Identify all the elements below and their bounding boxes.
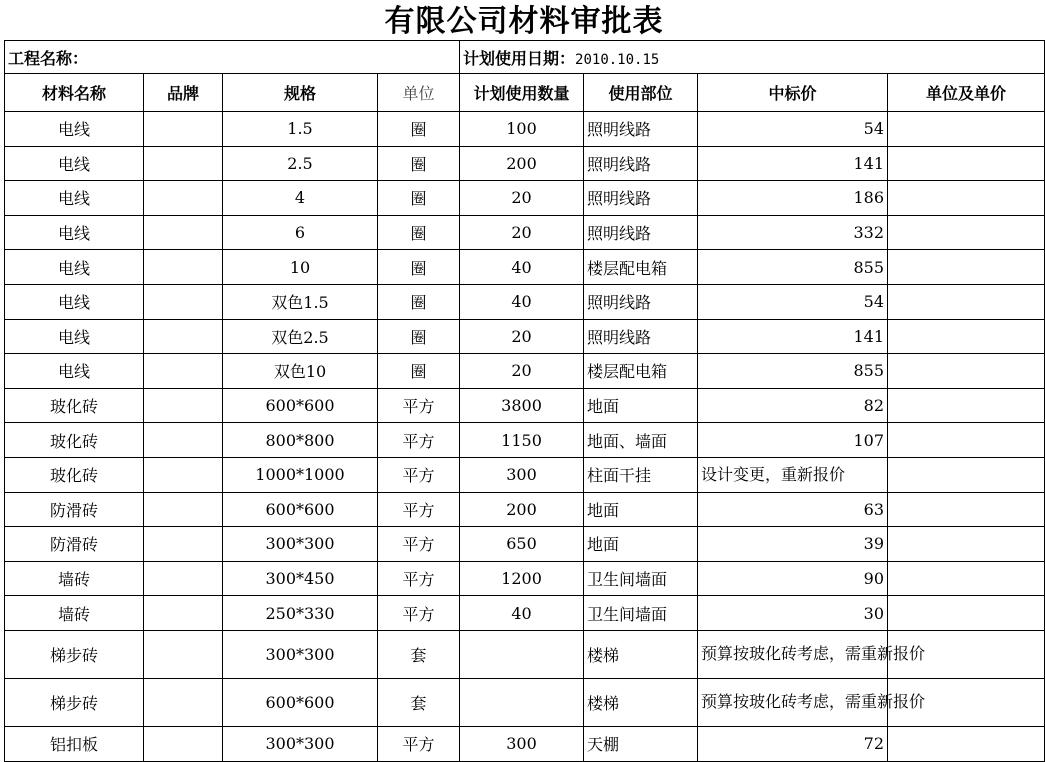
cell-unit-and-price <box>888 527 1045 562</box>
cell-location: 柱面干挂 <box>584 457 698 492</box>
cell-planned-qty: 300 <box>460 457 584 492</box>
cell-unit: 圈 <box>378 181 460 216</box>
cell-planned-qty: 3800 <box>460 388 584 423</box>
cell-location: 照明线路 <box>584 146 698 181</box>
cell-planned-qty: 40 <box>460 250 584 285</box>
cell-bid-price: 82 <box>698 388 888 423</box>
header-planned-qty: 计划使用数量 <box>460 74 584 112</box>
cell-unit: 平方 <box>378 388 460 423</box>
cell-spec: 600*600 <box>223 492 378 527</box>
cell-location: 地面、墙面 <box>584 423 698 458</box>
header-unit-and-price: 单位及单价 <box>888 74 1045 112</box>
cell-location: 地面 <box>584 388 698 423</box>
cell-unit: 平方 <box>378 596 460 631</box>
table-row <box>5 112 1045 147</box>
cell-unit-and-price <box>888 596 1045 631</box>
cell-planned-qty: 20 <box>460 354 584 389</box>
cell-unit-and-price <box>888 388 1045 423</box>
table-row <box>5 630 1045 678</box>
cell-bid-price: 63 <box>698 492 888 527</box>
cell-material-name: 电线 <box>5 146 144 181</box>
cell-location: 地面 <box>584 492 698 527</box>
cell-unit: 圈 <box>378 215 460 250</box>
cell-unit: 平方 <box>378 726 460 761</box>
cell-unit-and-price <box>888 215 1045 250</box>
header-brand: 品牌 <box>144 74 223 112</box>
cell-brand <box>144 388 223 423</box>
cell-planned-qty <box>460 630 584 678</box>
cell-location: 楼层配电箱 <box>584 250 698 285</box>
cell-unit: 平方 <box>378 492 460 527</box>
cell-planned-qty: 40 <box>460 284 584 319</box>
cell-spec: 600*600 <box>223 678 378 726</box>
cell-brand <box>144 112 223 147</box>
cell-planned-qty: 650 <box>460 527 584 562</box>
cell-planned-qty: 20 <box>460 319 584 354</box>
cell-material-name: 铝扣板 <box>5 726 144 761</box>
cell-spec: 4 <box>223 181 378 216</box>
cell-unit: 圈 <box>378 319 460 354</box>
cell-brand <box>144 146 223 181</box>
table-row <box>5 492 1045 527</box>
cell-brand <box>144 319 223 354</box>
cell-brand <box>144 527 223 562</box>
cell-location: 照明线路 <box>584 181 698 216</box>
cell-unit: 圈 <box>378 284 460 319</box>
cell-spec: 双色10 <box>223 354 378 389</box>
cell-unit: 平方 <box>378 561 460 596</box>
cell-material-name: 电线 <box>5 250 144 285</box>
cell-planned-qty: 200 <box>460 492 584 527</box>
cell-unit: 平方 <box>378 457 460 492</box>
planned-date-cell <box>460 41 1045 74</box>
cell-bid-price: 54 <box>698 284 888 319</box>
cell-unit: 平方 <box>378 527 460 562</box>
sheet-title: 有限公司材料审批表 <box>384 4 664 39</box>
cell-planned-qty: 1200 <box>460 561 584 596</box>
cell-brand <box>144 457 223 492</box>
cell-unit: 圈 <box>378 354 460 389</box>
cell-material-name: 墙砖 <box>5 596 144 631</box>
cell-bid-price: 107 <box>698 423 888 458</box>
cell-brand <box>144 561 223 596</box>
cell-material-name: 防滑砖 <box>5 527 144 562</box>
cell-location: 地面 <box>584 527 698 562</box>
table-row <box>5 319 1045 354</box>
cell-bid-price: 332 <box>698 215 888 250</box>
cell-brand <box>144 596 223 631</box>
cell-unit-and-price <box>888 354 1045 389</box>
cell-planned-qty: 300 <box>460 726 584 761</box>
cell-brand <box>144 726 223 761</box>
cell-material-name: 梯步砖 <box>5 678 144 726</box>
cell-spec: 300*450 <box>223 561 378 596</box>
table-row <box>5 215 1045 250</box>
table-row <box>5 388 1045 423</box>
cell-bid-price: 186 <box>698 181 888 216</box>
cell-location: 楼层配电箱 <box>584 354 698 389</box>
cell-unit-and-price <box>888 561 1045 596</box>
cell-material-name: 玻化砖 <box>5 457 144 492</box>
cell-material-name: 电线 <box>5 112 144 147</box>
cell-bid-price: 设计变更，重新报价 <box>698 457 888 492</box>
cell-bid-price: 54 <box>698 112 888 147</box>
table-row <box>5 527 1045 562</box>
cell-location: 照明线路 <box>584 319 698 354</box>
cell-location: 卫生间墙面 <box>584 561 698 596</box>
cell-planned-qty: 1150 <box>460 423 584 458</box>
cell-brand <box>144 284 223 319</box>
table-row <box>5 354 1045 389</box>
cell-bid-price: 30 <box>698 596 888 631</box>
cell-bid-price: 855 <box>698 250 888 285</box>
cell-unit-and-price <box>888 284 1045 319</box>
info-row <box>5 41 1045 74</box>
cell-bid-price: 预算按玻化砖考虑，需重新报价 <box>698 630 888 678</box>
cell-unit-and-price <box>888 181 1045 216</box>
table-row <box>5 146 1045 181</box>
cell-unit-and-price <box>888 726 1045 761</box>
cell-material-name: 玻化砖 <box>5 423 144 458</box>
header-row <box>5 74 1045 112</box>
cell-material-name: 电线 <box>5 354 144 389</box>
cell-brand <box>144 354 223 389</box>
cell-brand <box>144 492 223 527</box>
header-unit: 单位 <box>378 74 460 112</box>
cell-spec: 1.5 <box>223 112 378 147</box>
cell-material-name: 电线 <box>5 319 144 354</box>
cell-unit-and-price <box>888 492 1045 527</box>
cell-brand <box>144 215 223 250</box>
cell-material-name: 墙砖 <box>5 561 144 596</box>
cell-location: 楼梯 <box>584 630 698 678</box>
cell-spec: 6 <box>223 215 378 250</box>
cell-bid-price: 72 <box>698 726 888 761</box>
cell-spec: 250*330 <box>223 596 378 631</box>
approval-sheet <box>4 0 1044 762</box>
table-row <box>5 284 1045 319</box>
cell-location: 卫生间墙面 <box>584 596 698 631</box>
cell-location: 楼梯 <box>584 678 698 726</box>
cell-bid-price: 855 <box>698 354 888 389</box>
table-row <box>5 457 1045 492</box>
header-spec: 规格 <box>223 74 378 112</box>
cell-bid-price: 141 <box>698 319 888 354</box>
cell-material-name: 梯步砖 <box>5 630 144 678</box>
project-name-label: 工程名称： <box>5 41 460 74</box>
cell-planned-qty: 20 <box>460 181 584 216</box>
cell-planned-qty: 200 <box>460 146 584 181</box>
cell-unit: 套 <box>378 678 460 726</box>
cell-unit: 圈 <box>378 250 460 285</box>
cell-unit-and-price <box>888 250 1045 285</box>
cell-spec: 双色2.5 <box>223 319 378 354</box>
cell-material-name: 电线 <box>5 284 144 319</box>
cell-planned-qty: 20 <box>460 215 584 250</box>
cell-location: 照明线路 <box>584 215 698 250</box>
cell-location: 照明线路 <box>584 112 698 147</box>
table-row <box>5 250 1045 285</box>
cell-brand <box>144 423 223 458</box>
cell-unit: 圈 <box>378 112 460 147</box>
cell-unit: 套 <box>378 630 460 678</box>
cell-spec: 300*300 <box>223 527 378 562</box>
cell-brand <box>144 630 223 678</box>
cell-unit-and-price <box>888 146 1045 181</box>
cell-planned-qty <box>460 678 584 726</box>
table-row <box>5 726 1045 761</box>
cell-material-name: 电线 <box>5 181 144 216</box>
cell-brand <box>144 250 223 285</box>
cell-planned-qty: 40 <box>460 596 584 631</box>
table-row <box>5 181 1045 216</box>
cell-spec: 双色1.5 <box>223 284 378 319</box>
table-row <box>5 678 1045 726</box>
header-bid-price: 中标价 <box>698 74 888 112</box>
cell-bid-price: 39 <box>698 527 888 562</box>
cell-unit: 圈 <box>378 146 460 181</box>
cell-planned-qty: 100 <box>460 112 584 147</box>
cell-material-name: 电线 <box>5 215 144 250</box>
cell-bid-price: 141 <box>698 146 888 181</box>
cell-spec: 1000*1000 <box>223 457 378 492</box>
table-body <box>5 112 1045 762</box>
cell-unit: 平方 <box>378 423 460 458</box>
cell-unit-and-price <box>888 457 1045 492</box>
cell-spec: 10 <box>223 250 378 285</box>
cell-spec: 300*300 <box>223 726 378 761</box>
header-location: 使用部位 <box>584 74 698 112</box>
material-table <box>4 40 1045 762</box>
cell-unit-and-price <box>888 112 1045 147</box>
cell-location: 照明线路 <box>584 284 698 319</box>
cell-brand <box>144 678 223 726</box>
planned-date-label: 计划使用日期： <box>463 48 576 68</box>
table-row <box>5 596 1045 631</box>
cell-spec: 2.5 <box>223 146 378 181</box>
cell-material-name: 防滑砖 <box>5 492 144 527</box>
table-row <box>5 423 1045 458</box>
cell-brand <box>144 181 223 216</box>
cell-location: 天棚 <box>584 726 698 761</box>
cell-spec: 300*300 <box>223 630 378 678</box>
cell-unit-and-price <box>888 423 1045 458</box>
cell-spec: 600*600 <box>223 388 378 423</box>
cell-bid-price: 预算按玻化砖考虑，需重新报价 <box>698 678 888 726</box>
cell-material-name: 玻化砖 <box>5 388 144 423</box>
cell-spec: 800*800 <box>223 423 378 458</box>
header-material-name: 材料名称 <box>5 74 144 112</box>
planned-date-value: 2010.10.15 <box>575 51 660 68</box>
cell-unit-and-price <box>888 319 1045 354</box>
cell-bid-price: 90 <box>698 561 888 596</box>
table-row <box>5 561 1045 596</box>
